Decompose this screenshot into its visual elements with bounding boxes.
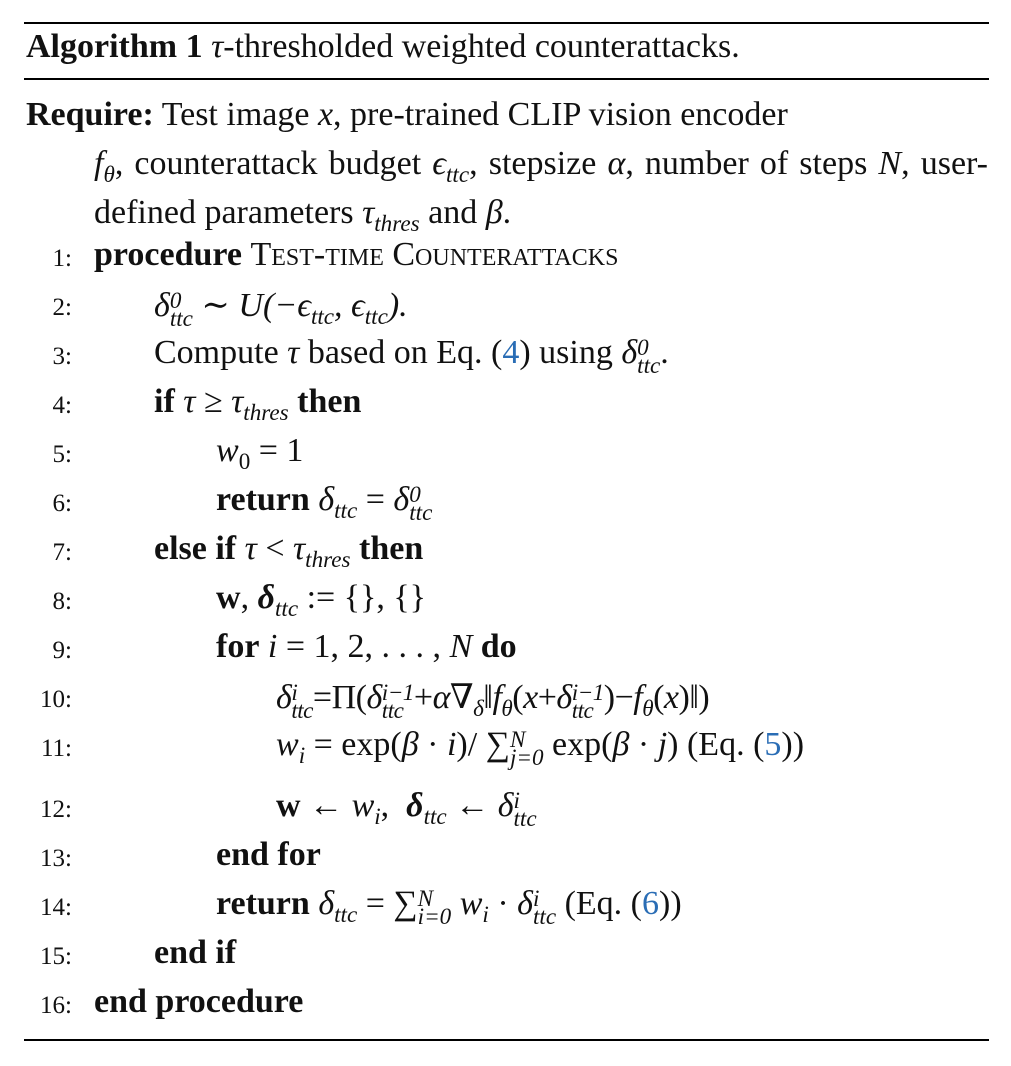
line-number: 14: [40,894,72,921]
top-rule [24,22,989,24]
algo-line-13: 13: end for [0,836,1000,885]
line-number: 10: [40,686,72,713]
algo-line-11: 11: $w_i = \exp(\beta \cdot i)/$ ∑ N j=0 exp(β · j) (Eq. (5)) [0,726,1000,775]
caption-rule [24,78,989,80]
require-label: Require: [26,96,154,133]
bottom-rule [24,1039,989,1041]
algo-line-8: 8: w, $\delta_{ttc}$ := {}, {} [0,579,1000,628]
algo-line-9: 9: for i = 1, 2, . . . , N do [0,628,1000,677]
eq-ref-6[interactable]: 6 [642,885,660,922]
algo-line-12: 12: w ← $w_i$, $\delta_{ttc}$ ← δ i ttc [0,787,1000,836]
line-number: 9: [52,637,72,664]
line-number: 6: [52,490,72,517]
algorithm-caption: Algorithm 1 τ-thresholded weighted counterattacks. [26,28,740,65]
eq-ref-4[interactable]: 4 [502,334,520,371]
algo-line-15: 15: end if [0,934,1000,983]
caption-title: -thresholded weighted counterattacks. [223,28,740,65]
line-number: 4: [52,392,72,419]
algo-line-5: 5: $w_0 = 1$ [0,432,1000,481]
algo-line-16: 16: end procedure [0,983,1000,1032]
line-number: 8: [52,588,72,615]
algo-line-3: 3: Compute τ based on Eq. (4) using δ 0 ttc . [0,334,1000,383]
algo-line-2: 2: δ 0 ttc ∼ $U(-\epsilon_{ttc}$, $\epsilon_{ttc}$). [0,285,1000,334]
algo-line-10: 10: δ i ttc =Π(δ i−1 ttc $+\alpha\nabla_\delta‖f_\theta(x+\delta$ i−1 ttc )$-f_\theta(x)‖$) [0,677,1000,726]
line-number: 1: [52,245,72,272]
line-number: 13: [40,845,72,872]
caption-label: Algorithm 1 [26,28,203,65]
line-number: 5: [52,441,72,468]
eq-ref-5[interactable]: 5 [764,726,782,763]
line-number: 11: [40,735,72,762]
line-number: 7: [52,539,72,566]
algo-line-6: 6: return $\delta_{ttc} = \delta$ 0 ttc [0,481,1000,530]
algo-line-4: 4: if $\tau \ge \tau_{thres}$ then [0,383,1000,432]
line-number: 15: [40,943,72,970]
line-number: 2: [52,294,72,321]
algo-line-14: 14: return $\delta_{ttc}$ = ∑ N i=0 $w_i \cdot \delta$ i ttc (Eq. (6)) [0,885,1000,934]
line-number: 3: [52,343,72,370]
require-block: Require: Test image x, pre-trained CLIP vision encoder $f_\theta$, counterattack budget $\epsilon_{ttc}$, stepsize α, number of steps N, user-defined parameters $\tau_{thres}$ and β. [26,96,989,237]
line-number: 16: [40,992,72,1019]
line-number: 12: [40,796,72,823]
algo-line-1: 1: procedure Test-time Counterattacks [0,236,1000,285]
algo-line-7: 7: else if $\tau < \tau_{thres}$ then [0,530,1000,579]
